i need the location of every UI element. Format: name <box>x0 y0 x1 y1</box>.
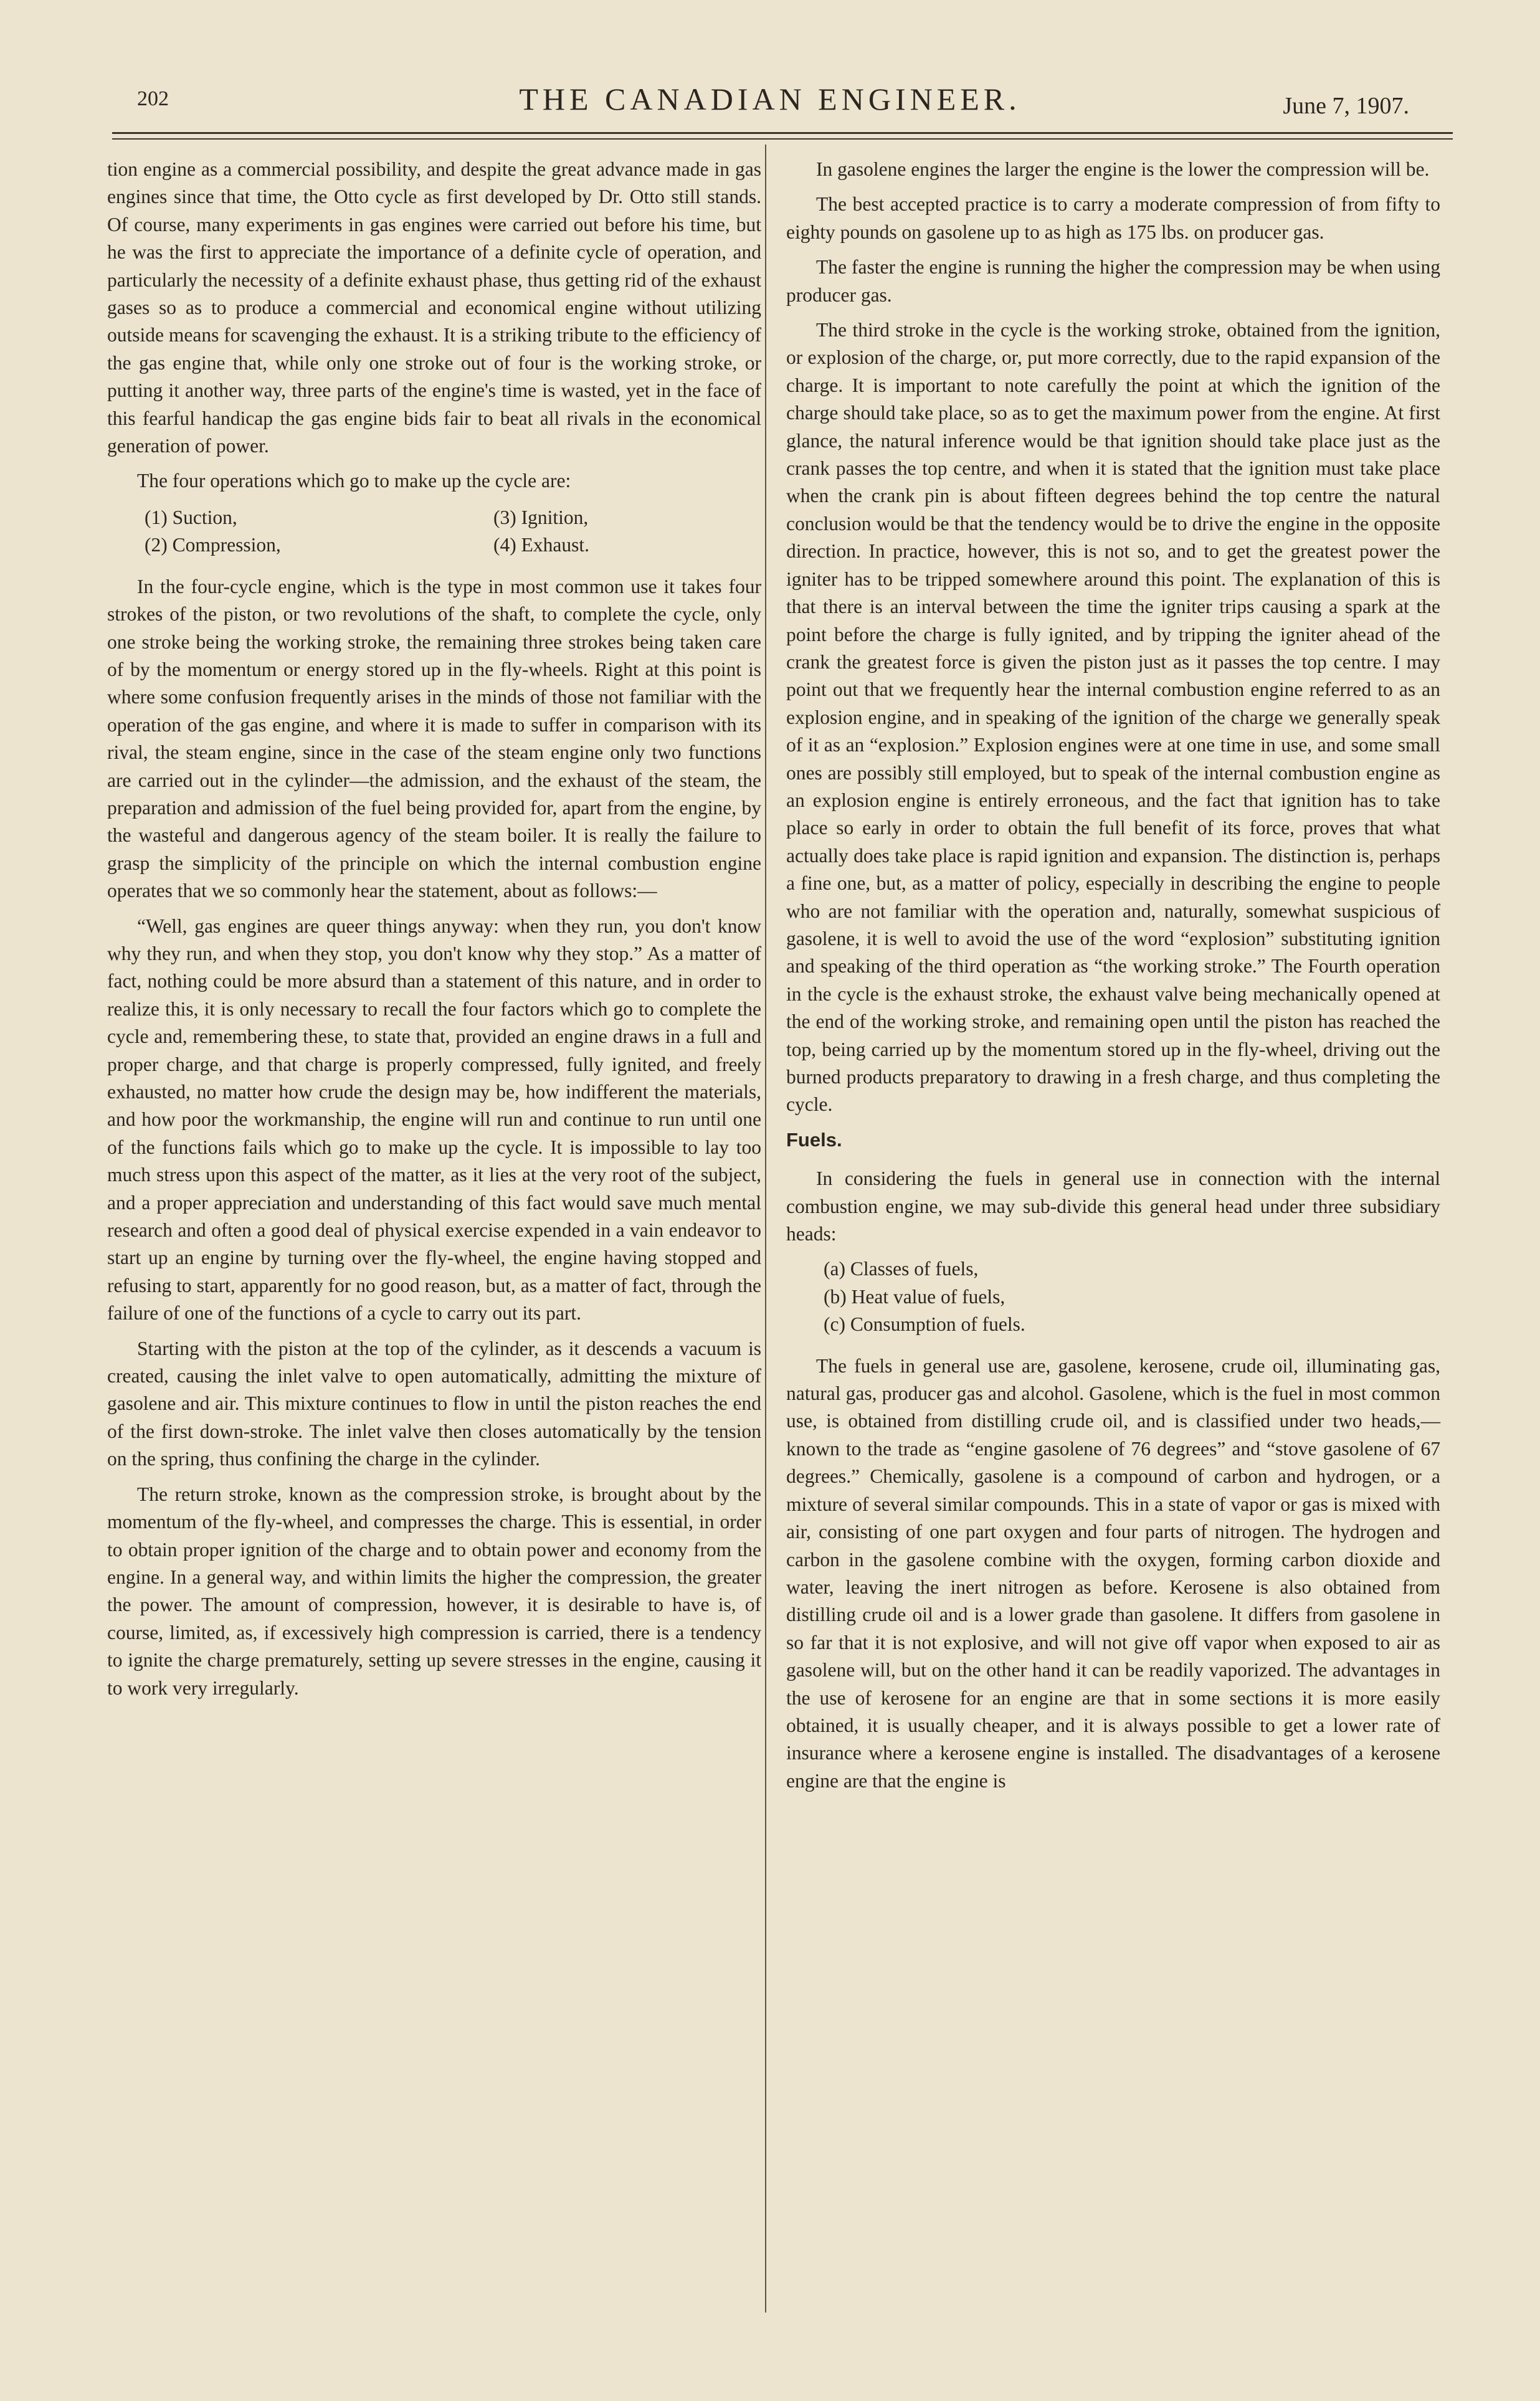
paragraph: The four operations which go to make up the cycle are: <box>137 470 571 492</box>
right-column <box>786 156 1440 1802</box>
list-item: (b) Heat value of fuels, <box>824 1285 1005 1308</box>
paragraph: In the four-cycle engine, which is the type in most common use it takes four strokes of the piston, or two revolutions of the shaft, to complete the cycle, only one stroke being the working stroke, the remaining three strokes being taken care of by the momentum or energy stored up in the fly-wheels. Right at this point is where some confusion frequently arises in the minds of those not familiar with the operation of the gas engine, and where it is made to suffer in comparison with its rival, the steam engine, since in the case of the steam engine only two functions are carried out in the cylinder—the admission, and the exhaust of the steam, the preparation and admission of the fuel being provided for, apart from the engine, by the wasteful and dangerous agency of the steam boiler. It is really the failure to grasp the simplicity of the principle on which the internal combustion engine operates that we so commonly hear the statement, about as follows:— <box>107 575 761 902</box>
operation-item: (3) Ignition, <box>493 506 589 528</box>
fuel-heads-list <box>786 1255 1440 1338</box>
paragraph: The return stroke, known as the compression stroke, is brought about by the momentum of the fly-wheel, and compresses the charge. This is essential, in order to obtain proper ignition of the charge and to obtain power and economy from the engine. In a general way, and within limits the higher the compression, the greater the power. The amount of compression, however, it is desirable to have is, of course, limited, as, if excessively high compression is carried, there is a tendency to ignite the charge prematurely, setting up severe stresses in the engine, causing it to work very irregularly. <box>107 1483 761 1699</box>
operations-list <box>107 504 761 559</box>
page-number: 202 <box>137 87 169 110</box>
paragraph: The faster the engine is running the higher the compression may be when using producer gas. <box>786 256 1440 306</box>
paragraph: “Well, gas engines are queer things anyway: when they run, you don't know why they run, and when they stop, you don't know why they stop.” As a matter of fact, nothing could be more absurd than a statement of this nature, and in order to realize this, it is only necessary to recall the four factors which go to complete the cycle and, remembering these, to state that, provided an engine draws in a full and proper charge, and that charge is properly compressed, fully ignited, and freely exhausted, no matter how crude the design may be, how indifferent the materials, and how poor the workmanship, the engine will run and continue to run until one of the functions fails which go to make up the cycle. It is impossible to lay too much stress upon this aspect of the matter, as it lies at the very root of the subject, and a proper appreciation and understanding of this fact would save much mental research and often a good deal of physical exercise expended in a vain endeavor to start up an engine by turning over the fly-wheel, the engine having stopped and refusing to start, apparently for no good reason, but, as a matter of fact, through the failure of one of the functions of a cycle to carry out its part. <box>107 915 761 1324</box>
page-header <box>112 81 1428 125</box>
paragraph: In considering the fuels in general use in connection with the internal combustion engine, we may sub-divide this general head under three subsidiary heads: <box>786 1167 1440 1245</box>
paragraph: Starting with the piston at the top of the cylinder, as it descends a vacuum is created, causing the inlet valve to open automatically, admitting the mixture of gasolene and air. This mixture continues to flow in until the piston reaches the end of the first down-stroke. The inlet valve then closes automatically by the tension on the spring, thus confining the charge in the cylinder. <box>107 1337 761 1470</box>
paragraph: The fuels in general use are, gasolene, kerosene, crude oil, illuminating gas, natural gas, producer gas and alcohol. Gasolene, which is the fuel in most common use, is obtained from distilling crude oil, and is classified under two heads,—known to the trade as “engine gasolene of 76 degrees” and “stove gasolene of 67 degrees.” Chemically, gasolene is a compound of carbon and hydrogen, or a mixture of several similar compounds. This in a state of vapor or gas is mixed with air, consisting of one part oxygen and four parts of nitrogen. The hydrogen and carbon in the gasolene combine with the oxygen, forming carbon dioxide and water, leaving the inert nitrogen as before. Kerosene is also obtained from distilling crude oil and is a lower grade than gasolene. It differs from gasolene in so far that it is not explosive, and will not give off vapor when exposed to air as gasolene will, but on the other hand it can be readily vaporized. The advantages in the use of kerosene for an engine are that in some sections it is more easily obtained, it is usually cheaper, and it is always possible to get a lower rate of insurance where a kerosene engine is installed. The disadvantages of a kerosene engine are that the engine is <box>786 1354 1440 1792</box>
list-item: (c) Consumption of fuels. <box>824 1313 1025 1336</box>
operation-item: (4) Exhaust. <box>493 534 589 556</box>
list-item: (a) Classes of fuels, <box>824 1258 979 1280</box>
paragraph: In gasolene engines the larger the engine is the lower the compression will be. <box>816 158 1430 180</box>
column-divider <box>765 145 766 2313</box>
section-heading-fuels: Fuels. <box>786 1128 842 1151</box>
operation-item: (2) Compression, <box>145 534 281 556</box>
issue-date: June 7, 1907. <box>1283 93 1409 119</box>
header-rule <box>112 132 1453 134</box>
paragraph: tion engine as a commercial possibility, and despite the great advance made in gas engines since that time, the Otto cycle as first developed by Dr. Otto still stands. Of course, many experiments in gas engines were carried out before his time, but he was the first to appreciate the importance of a definite cycle of operation, and particularly the necessity of a definite exhaust phase, thus getting rid of the exhaust gases so as to produce a commercial and economical engine without utilizing outside means for scavenging the exhaust. It is a striking tribute to the efficiency of the gas engine that, while only one stroke out of four is the working stroke, or putting it another way, three parts of the engine's time is wasted, yet in the face of this fearful handicap the gas engine bids fair to beat all rivals in the economical generation of power. <box>107 158 762 457</box>
paragraph: The best accepted practice is to carry a moderate compression of from fifty to eighty pounds on gasolene up to as high as 175 lbs. on producer gas. <box>786 193 1440 243</box>
journal-title: THE CANADIAN ENGINEER. <box>519 82 1021 116</box>
paragraph: The third stroke in the cycle is the working stroke, obtained from the ignition, or explosion of the charge, or, put more correctly, due to the rapid expansion of the charge. It is important to note carefully the point at which the ignition of the charge should take place, so as to get the maximum power from the engine. At first glance, the natural inference would be that ignition should take place just as the crank passes the top centre, and when it is stated that the ignition must take place when the crank pin is about fifteen degrees behind the top centre the natural conclusion would be that the tendency would be to drive the engine in the opposite direction. In practice, however, this is not so, and to get the greatest power the igniter has to be tripped somewhere around this point. The explanation of this is that there is an interval between the time the igniter trips causing a spark at the point before the charge is fully ignited, and by tripping the igniter ahead of the crank the greatest force is given the piston just as it passes the top centre. I may point out that we frequently hear the internal combustion engine referred to as an explosion engine, and in speaking of the ignition of the charge we generally speak of it as an “explosion.” Explosion engines were at one time in use, and some small ones are possibly still employed, but to speak of the internal combustion engine as an explosion engine is entirely erroneous, and the fact that ignition has to take place so early in order to obtain the full benefit of its force, proves that what actually does take place is rapid ignition and expansion. The distinction is, perhaps a fine one, but, as a matter of policy, especially in describing the engine to people who are not familiar with the operation and, naturally, somewhat suspicious of gasolene, it is well to avoid the use of the word “explosion” substituting ignition and speaking of the third operation as “the working stroke.” The Fourth operation in the cycle is the exhaust stroke, the exhaust valve being mechanically opened at the end of the working stroke, and remaining open until the piston has reached the top, being carried up by the momentum stored up in the fly-wheel, driving out the burned products preparatory to drawing in a fresh charge, and thus completing the cycle. <box>786 319 1440 1116</box>
operation-item: (1) Suction, <box>145 506 237 528</box>
header-rule-secondary <box>112 138 1453 140</box>
left-column <box>107 156 761 1709</box>
